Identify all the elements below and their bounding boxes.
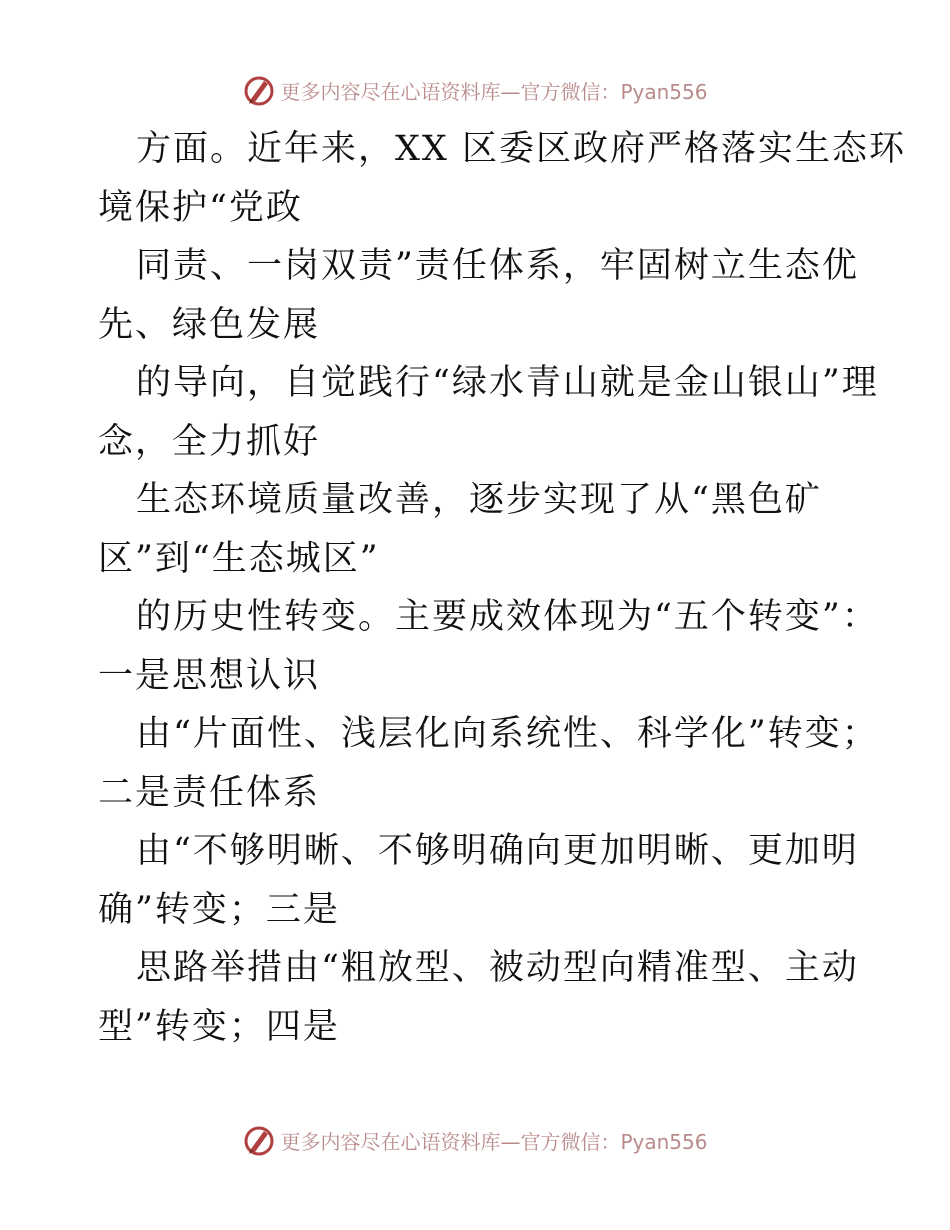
body-line: 境保护“党政 bbox=[98, 187, 303, 228]
footer-watermark bbox=[0, 1120, 950, 1160]
header-watermark bbox=[0, 70, 950, 110]
body-line: 二是责任体系 bbox=[98, 772, 321, 813]
header-watermark-text: 更多内容尽在心语资料库—官方微信：Pyan556 bbox=[280, 79, 708, 104]
body-line: 的历史性转变。主要成效体现为“五个转变”： bbox=[136, 597, 879, 637]
body-line: 由“不够明晰、不够明确向更加明晰、更加明 bbox=[136, 831, 859, 871]
body-line: 思路举措由“粗放型、被动型向精准型、主动 bbox=[136, 948, 859, 988]
body-line: 生态环境质量改善，逐步实现了从“黑色矿 bbox=[136, 480, 822, 520]
footer-watermark-text: 更多内容尽在心语资料库—官方微信：Pyan556 bbox=[280, 1129, 708, 1154]
body-line: 先、绿色发展 bbox=[98, 304, 321, 345]
body-line: 的导向，自觉践行“绿水青山就是金山银山”理 bbox=[136, 363, 879, 403]
body-line: 由“片面性、浅层化向系统性、科学化”转变； bbox=[136, 714, 879, 754]
body-line: 型”转变；四是 bbox=[98, 1006, 340, 1047]
pen-in-circle-icon bbox=[242, 1123, 276, 1157]
body-line: 一是思想认识 bbox=[98, 655, 321, 696]
body-line: 同责、一岗双责”责任体系，牢固树立生态优 bbox=[136, 246, 859, 286]
body-line: 区”到“生态城区” bbox=[98, 538, 380, 579]
document-body bbox=[98, 120, 906, 1056]
body-line: 确”转变；三是 bbox=[98, 889, 340, 930]
pen-in-circle-icon bbox=[242, 73, 276, 107]
body-line: 方面。近年来，XX 区委区政府严格落实生态环 bbox=[136, 129, 906, 169]
body-line: 念，全力抓好 bbox=[98, 421, 321, 462]
